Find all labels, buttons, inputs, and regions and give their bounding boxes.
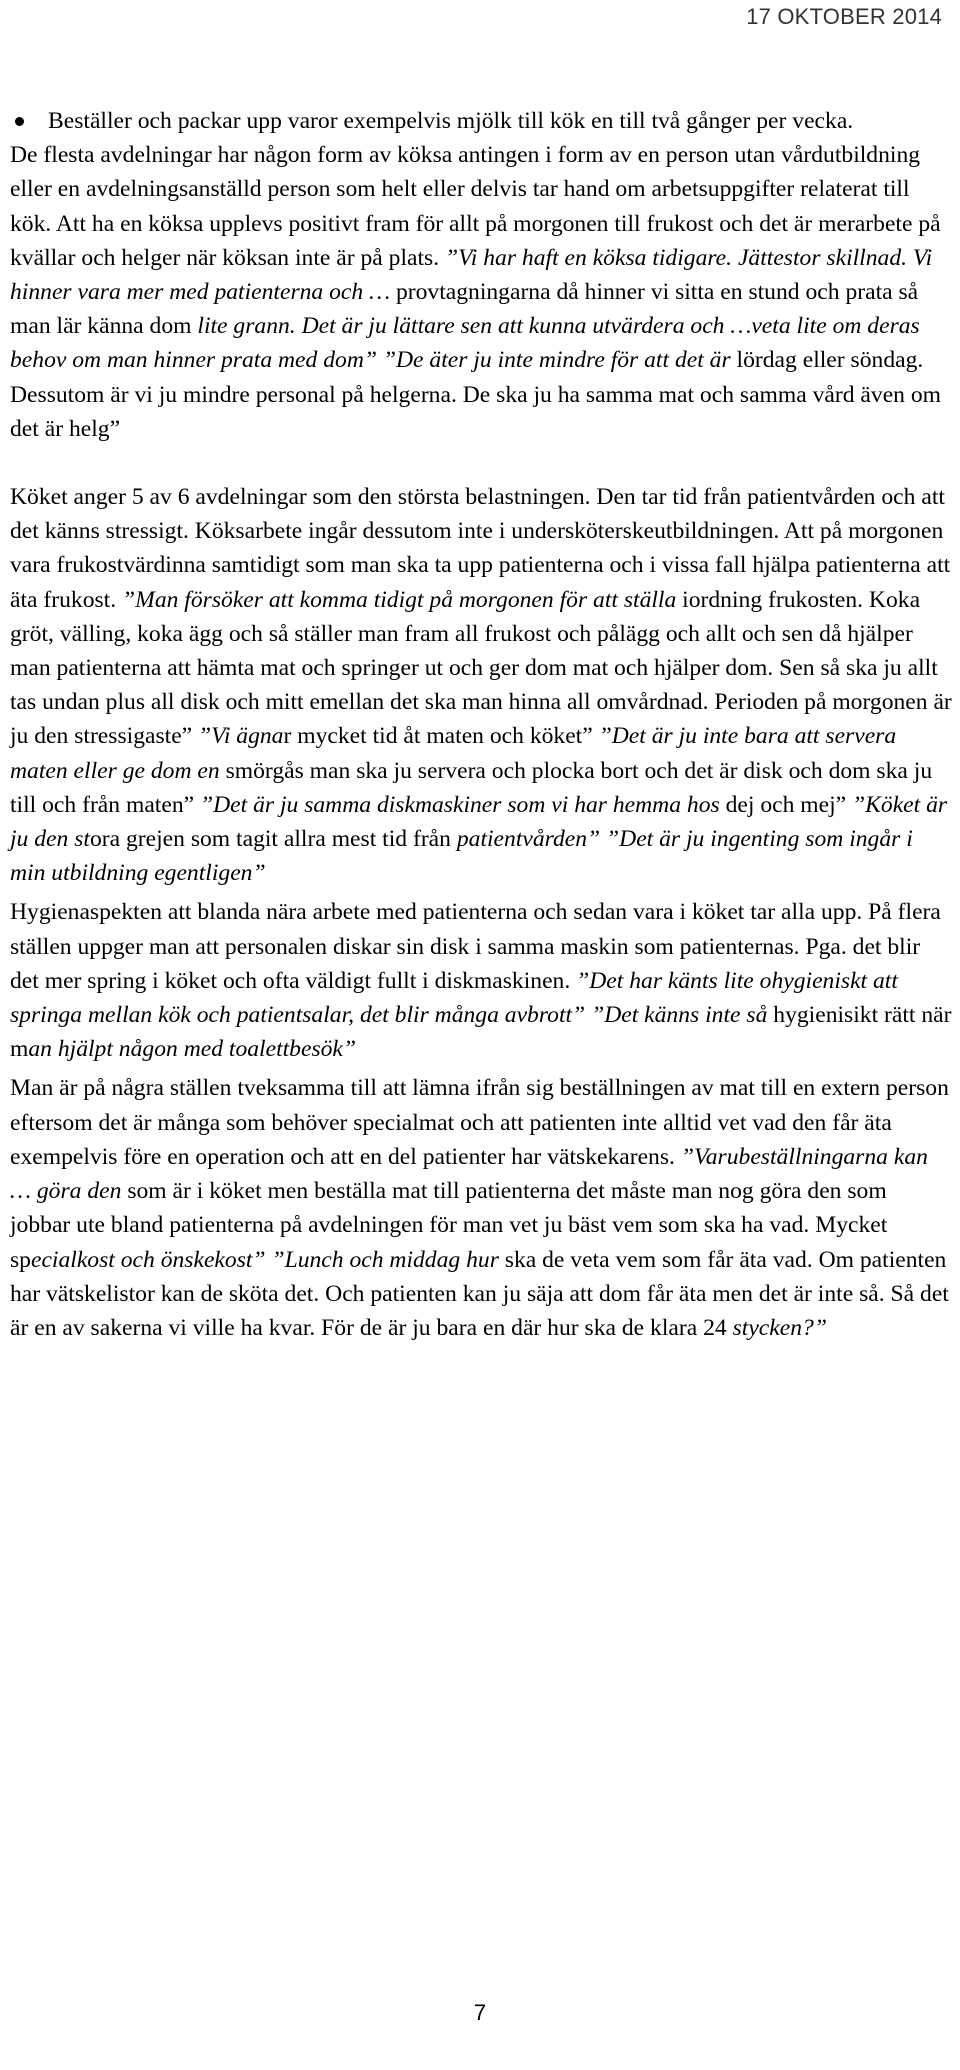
bullet-text: Beställer och packar upp varor exempelvis mjölk till kök en till två gånger per vecka.	[48, 108, 854, 134]
quote-text: lite grann. Det är ju lättare sen att kunna utvärdera och …veta lite om deras behov om man hinner prata med dom” ”De äter ju inte mindre för att det är	[10, 313, 920, 374]
quote-text: stycken?”	[726, 1314, 827, 1341]
bullet-item	[10, 104, 952, 138]
quote-text: ”Det är ju inte bara att servera maten eller ge dom en	[10, 723, 897, 784]
paragraph-text: Hygienaspekten att blanda nära arbete med patienterna och sedan vara i köket tar alla upp. På flera ställen uppger man att personalen diskar sin disk i samma maskin som patienternas. Pga. det blir det mer spring i köket och ofta väldigt fullt i diskmaskinen.	[10, 899, 941, 994]
paragraph-text: ska de veta vem som får äta vad. Om patienten har vätskelistor kan de sköta det. Och patienten kan ju säja att dom får äta men det är inte så. Så det är en av sakerna vi ville ha kvar. För de är ju bara en där hur ska de klara 24	[10, 1246, 949, 1341]
document-body	[10, 104, 952, 1345]
paragraph-text: dej och mej”	[719, 791, 847, 818]
paragraph-text: Köket anger 5 av 6 avdelningar som den största belastningen. Den tar tid från patientvården och att det känns stressigt. Köksarbete ingår dessutom inte i undersköterskeutbildningen. Att på morgonen vara frukostvärdinna samtidigt som man ska ta upp patienterna och i vissa fall hjälpa patienterna att äta frukost.	[10, 484, 951, 613]
paragraph-text: som är i köket men beställa mat till patienterna det måste man nog göra den som jobbar ute bland patienterna på avdelningen för man vet ju bäst vem som ska ha vad. Mycket sp	[10, 1178, 888, 1273]
paragraph-text: iordning frukosten. Koka gröt, välling, koka ägg och så ställer man fram all frukost och pålägg och allt och sen då hjälper man patienterna att hämta mat och springer ut och ger dom mat och hjälper dom. Sen så ska ju allt tas undan plus all disk och mitt emellan det ska man hinna all omvårdnad. Perioden på morgonen är ju den stressigaste”	[10, 586, 952, 750]
quote-text: ”Varubeställningarna kan … göra den	[10, 1143, 928, 1205]
paragraph-text: smörgås man ska ju servera och plocka bort och det är disk och dom ska ju till och från maten”	[10, 757, 933, 818]
quote-text: patientvården” ”Det är ju ingenting som ingår i min utbildning egentligen”	[10, 826, 913, 887]
quote-text: an hjälpt någon med toalettbesök”	[28, 1036, 357, 1063]
quote-text: ”Köket är ju den st	[10, 791, 948, 853]
paragraph-text: provtagningarna då hinner vi sitta en stund och prata så man lär känna dom	[10, 279, 919, 340]
paragraph-text: ora grejen som tagit allra mest tid från	[89, 826, 451, 853]
paragraph-text: hygienisikt rätt när m	[10, 1002, 952, 1063]
paragraph-text: lördag eller söndag. Dessutom är vi ju mindre personal på helgerna. De ska ju ha samma mat och samma vård även om det är helg”	[10, 347, 942, 442]
paragraph-text: De flesta avdelningar har någon form av köksa antingen i form av en person utan vårdutbildning eller en avdelningsanställd person som helt eller delvis tar hand om arbetsuppgifter relaterat till kök. Att ha en köksa upplevs positivt fram för allt på morgonen till frukost och det är merarbete på kvällar och helger när köksan inte är på plats.	[10, 142, 941, 271]
paragraph-kitchen-burden	[10, 480, 952, 890]
page-number: 7	[473, 2000, 487, 2025]
paragraph-hygiene	[10, 895, 952, 1066]
quote-text: ”Det är ju samma diskmaskiner som vi har hemma hos	[194, 791, 720, 818]
quote-text: ”Vi ägna	[192, 723, 284, 750]
bullet-icon	[15, 117, 24, 126]
paragraph-text: r mycket tid åt maten och köket”	[283, 723, 593, 750]
quote-text: ecialkost och önskekost” ”Lunch och middag hur	[30, 1246, 499, 1273]
quote-text: ”Man försöker att komma tidigt på morgonen för att ställa	[116, 586, 677, 613]
quote-text: ”Vi har haft en köksa tidigare. Jättestor skillnad. Vi hinner vara mer med patienterna och …	[10, 244, 933, 306]
quote-text: ”Det har känts lite ohygieniskt att springa mellan kök och patientsalar, det blir många avbrott” ”Det känns inte så	[10, 967, 898, 1029]
paragraph-ordering	[10, 1071, 952, 1345]
paragraph-text: Man är på några ställen tveksamma till att lämna ifrån sig beställningen av mat till en extern person eftersom det är många som behöver specialmat och att patienten inte alltid vet vad den får äta exempelvis före en operation och att en del patienter har vätskekarens.	[10, 1075, 949, 1170]
paragraph-kitchen-staff	[10, 138, 952, 446]
header-date: 17 OKTOBER 2014	[746, 4, 942, 29]
